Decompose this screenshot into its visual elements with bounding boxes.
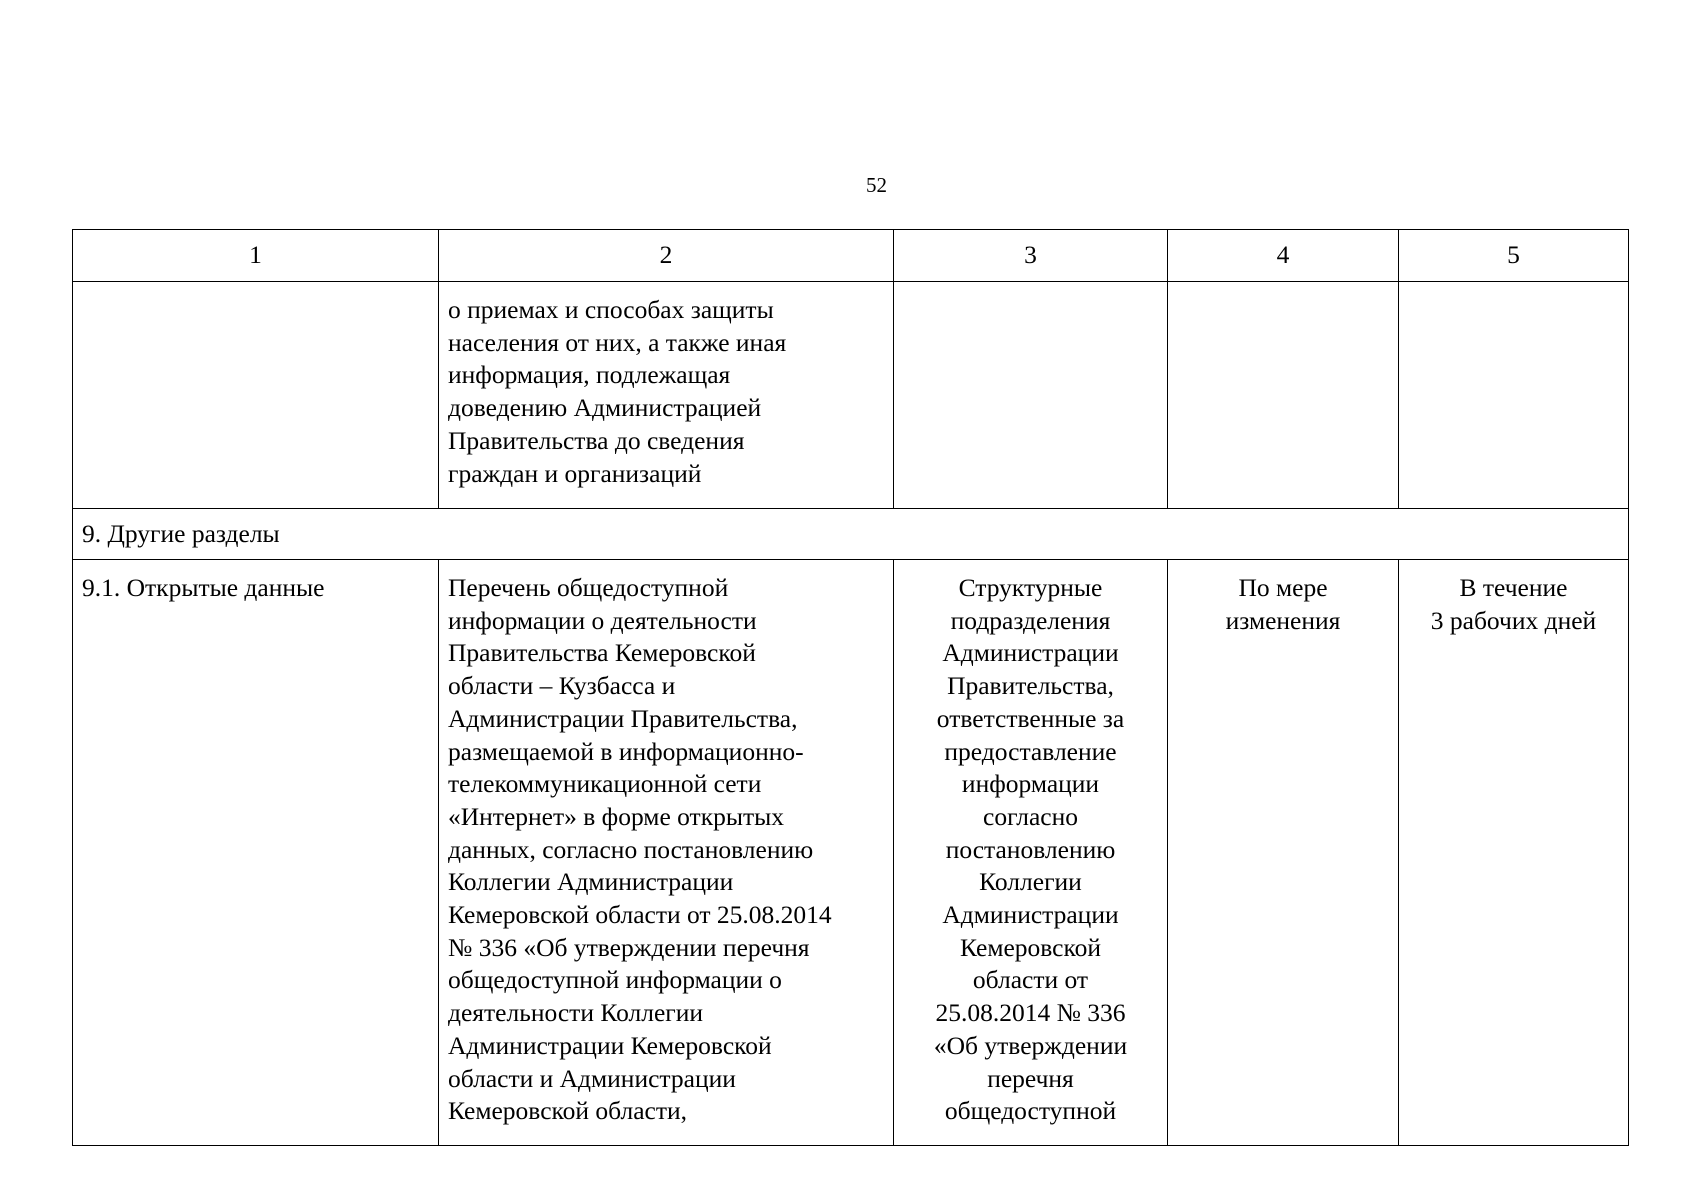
cont-cell-3	[894, 282, 1168, 509]
cell-line: деятельности Коллегии	[448, 998, 704, 1028]
cell-line: доведению Администрацией	[448, 393, 762, 423]
cell-line: Структурные	[958, 573, 1103, 602]
cell-line: граждан и организаций	[448, 458, 702, 488]
cell-line: По мере	[1238, 573, 1328, 602]
cell-line: согласно	[983, 801, 1078, 831]
cell-line: о приемах и способах защиты	[448, 295, 774, 324]
item-frequency-cell	[1168, 560, 1399, 1146]
cell-line: данных, согласно постановлению	[448, 834, 814, 864]
cont-cell-2	[439, 282, 894, 509]
cell-line: Администрации Правительства,	[448, 703, 798, 733]
cell-line: Администрации Кемеровской	[448, 1030, 772, 1060]
cell-line: размещаемой в информационно-	[448, 736, 804, 766]
cont-cell-4	[1168, 282, 1399, 509]
cell-line: области и Администрации	[448, 1063, 736, 1093]
document-table	[72, 229, 1629, 1146]
section-title: 9. Другие разделы	[73, 509, 1629, 560]
cell-line: общедоступной информации о	[448, 965, 782, 995]
cell-line: общедоступной	[944, 1096, 1117, 1126]
cell-line: постановлению	[945, 834, 1116, 864]
cell-line: области от	[972, 965, 1089, 995]
cell-line: Перечень общедоступной	[448, 573, 729, 602]
cell-line: предоставление	[944, 736, 1117, 766]
page-number: 52	[866, 173, 887, 197]
cell-line: Правительства до сведения	[448, 425, 745, 455]
cell-line: 25.08.2014 № 336	[935, 998, 1126, 1028]
cell-line: информации	[961, 769, 1100, 799]
cell-line: информация, подлежащая	[448, 360, 731, 390]
cell-line: Администрации	[942, 638, 1119, 668]
cell-line: информации о деятельности	[448, 605, 757, 635]
cell-line: Правительства Кемеровской	[448, 638, 756, 668]
column-number-row	[73, 230, 1629, 282]
cell-line: «Об утверждении	[933, 1030, 1128, 1060]
section-row	[73, 509, 1629, 560]
cell-line: Администрации	[942, 900, 1119, 930]
cell-line: телекоммуникационной сети	[448, 769, 762, 799]
column-number-3: 3	[894, 230, 1168, 282]
cell-line: подразделения	[950, 605, 1111, 635]
cell-line: 3 рабочих дней	[1430, 605, 1597, 635]
cell-line: изменения	[1225, 605, 1341, 635]
item-description-cell	[439, 560, 894, 1146]
column-number-5: 5	[1399, 230, 1629, 282]
cell-line: перечня	[987, 1063, 1074, 1093]
cell-line: «Интернет» в форме открытых	[448, 801, 784, 831]
cell-line: В течение	[1459, 573, 1568, 602]
cell-line: населения от них, а также иная	[448, 327, 787, 357]
column-number-2: 2	[439, 230, 894, 282]
cell-line: Коллегии	[979, 867, 1082, 897]
column-number-1: 1	[73, 230, 439, 282]
table-row-open-data	[73, 560, 1629, 1146]
item-name-cell: 9.1. Открытые данные	[73, 560, 439, 1146]
item-responsible-cell	[894, 560, 1168, 1146]
cont-cell-5	[1399, 282, 1629, 509]
cell-line: ответственные за	[936, 703, 1125, 733]
cell-line: Правительства,	[947, 671, 1114, 701]
column-number-4: 4	[1168, 230, 1399, 282]
cell-line: Кемеровской области,	[448, 1096, 688, 1126]
cell-line: Кемеровской	[959, 932, 1101, 962]
cell-line: области – Кузбасса и	[448, 671, 676, 701]
cell-line: Коллегии Администрации	[448, 867, 734, 897]
table-row-continued	[73, 282, 1629, 509]
cont-cell-1	[73, 282, 439, 509]
item-deadline-cell	[1399, 560, 1629, 1146]
cell-line: № 336 «Об утверждении перечня	[448, 932, 810, 962]
cell-line: Кемеровской области от 25.08.2014	[448, 900, 832, 930]
